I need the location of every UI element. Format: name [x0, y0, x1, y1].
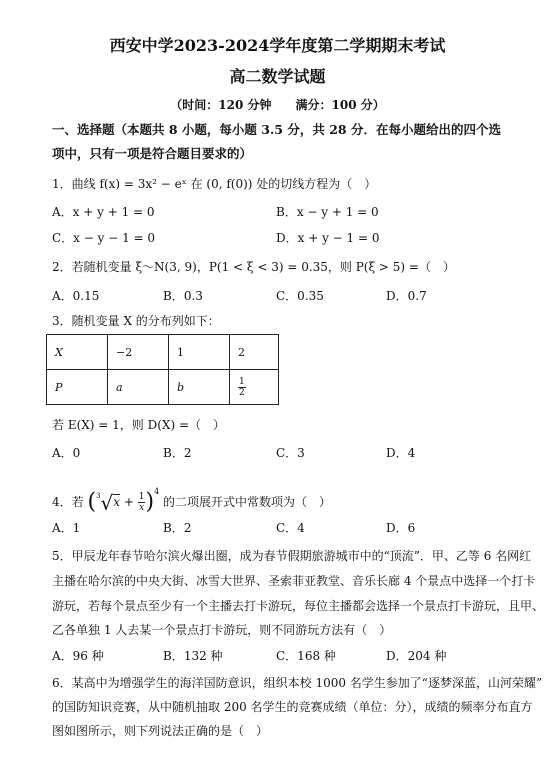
q1-option-d: D．x + y − 1 = 0 — [276, 231, 380, 245]
q6-line-1: 6．某高中为增强学生的海洋国防意识，组织本校 1000 名学生参加了“逐梦深蓝，山河荣耀” — [52, 676, 543, 690]
table-cell: 1 — [169, 335, 230, 370]
table-cell: a — [108, 370, 169, 405]
q5-line-4: 乙各单独 1 人去某一个景点打卡游玩，则不同游玩方法有（ ） — [52, 623, 392, 637]
right-paren: ) — [145, 489, 155, 515]
exponent: 4 — [154, 487, 160, 496]
q5-option-b: B．132 种 — [163, 649, 223, 663]
table-cell — [230, 370, 279, 405]
q4-option-d: D．6 — [386, 521, 416, 535]
section-heading-line1: 一、选择题（本题共 8 小题，每小题 3.5 分，共 28 分．在每小题给出的四个选 — [52, 122, 501, 137]
table-cell: P — [47, 370, 108, 405]
q4-option-b: B．2 — [163, 521, 192, 535]
fraction-numerator: 1 — [138, 492, 145, 502]
fraction-denominator: x — [139, 503, 145, 513]
q3-option-b: B．2 — [163, 446, 192, 460]
root-index: 3 — [96, 492, 101, 500]
q5-option-a: A．96 种 — [52, 649, 104, 663]
q5-line-2: 主播在哈尔滨的中央大街、冰雪大世界、圣索菲亚教堂、音乐长廊 4 个景点中选择一个打卡 — [52, 574, 536, 588]
fraction-denominator: 2 — [239, 387, 245, 398]
q4-option-c: C．4 — [276, 521, 305, 535]
exam-title: 西安中学2023-2024学年度第二学期期末考试 — [109, 36, 446, 55]
q2-option-b: B．0.3 — [163, 289, 203, 303]
radical-sign: √ — [100, 490, 114, 515]
q3-stem: 3．随机变量 X 的分布列如下： — [52, 314, 220, 328]
q4-option-a: A．1 — [52, 521, 81, 535]
q4-prefix: 4．若 — [52, 495, 84, 509]
q1-option-c: C．x − y − 1 = 0 — [52, 231, 156, 245]
table-cell: 2 — [230, 335, 279, 370]
section-heading-line2: 项中，只有一项是符合题目要求的） — [52, 146, 253, 161]
q2-stem: 2．若随机变量 ξ～N(3, 9)，P(1 < ξ < 3) = 0.35，则 P(ξ > 5) =（ ） — [52, 260, 455, 274]
q3-option-a: A．0 — [52, 446, 81, 460]
exam-info: （时间：120 分钟 满分：100 分） — [170, 98, 385, 112]
table-cell: −2 — [108, 335, 169, 370]
q1-option-b: B．x − y + 1 = 0 — [276, 205, 379, 219]
table-cell: b — [169, 370, 230, 405]
q3-condition: 若 E(X) = 1，则 D(X) =（ ） — [52, 418, 226, 432]
radicand: x — [113, 495, 121, 509]
table-cell: X — [47, 335, 108, 370]
distribution-table — [46, 334, 279, 405]
q2-option-a: A．0.15 — [52, 289, 100, 303]
q6-line-2: 的国防知识竞赛，从中随机抽取 200 名学生的竞赛成绩（单位：分），成绩的频率分布直方 — [52, 700, 533, 714]
q5-line-3: 游玩，若每个景点至少有一个主播去打卡游玩，每位主播都会选择一个景点打卡游玩，且甲、 — [52, 599, 545, 613]
exam-subject: 高二数学试题 — [229, 67, 326, 86]
q3-option-c: C．3 — [276, 446, 305, 460]
q4-stem: 4．若 ($^3$√x + $\frac{1}{x}$ )$^4$ 的二项展开式中常数项为（ ） — [52, 487, 332, 515]
q5-option-d: D．204 种 — [386, 649, 447, 663]
fraction-numerator: 1 — [239, 376, 245, 387]
table-row — [47, 335, 279, 370]
table-row — [47, 370, 279, 405]
q1-option-a: A．x + y + 1 = 0 — [52, 205, 155, 219]
q5-option-c: C．168 种 — [276, 649, 336, 663]
q6-line-3: 图如图所示，则下列说法正确的是（ ） — [52, 724, 269, 738]
q1-stem: 1．曲线 f(x) = 3x² − eˣ 在 (0, f(0)) 处的切线方程为（ ） — [52, 177, 377, 191]
q3-option-d: D．4 — [386, 446, 416, 460]
fraction-one-half — [238, 377, 246, 398]
left-paren: ( — [87, 489, 97, 515]
q4-suffix: 的二项展开式中常数项为（ ） — [163, 495, 332, 509]
q2-option-c: C．0.35 — [276, 289, 324, 303]
q2-option-d: D．0.7 — [386, 289, 427, 303]
q5-line-1: 5．甲辰龙年春节哈尔滨火爆出圈，成为春节假期旅游城市中的“顶流”．甲、乙等 6 名网红 — [52, 549, 532, 563]
